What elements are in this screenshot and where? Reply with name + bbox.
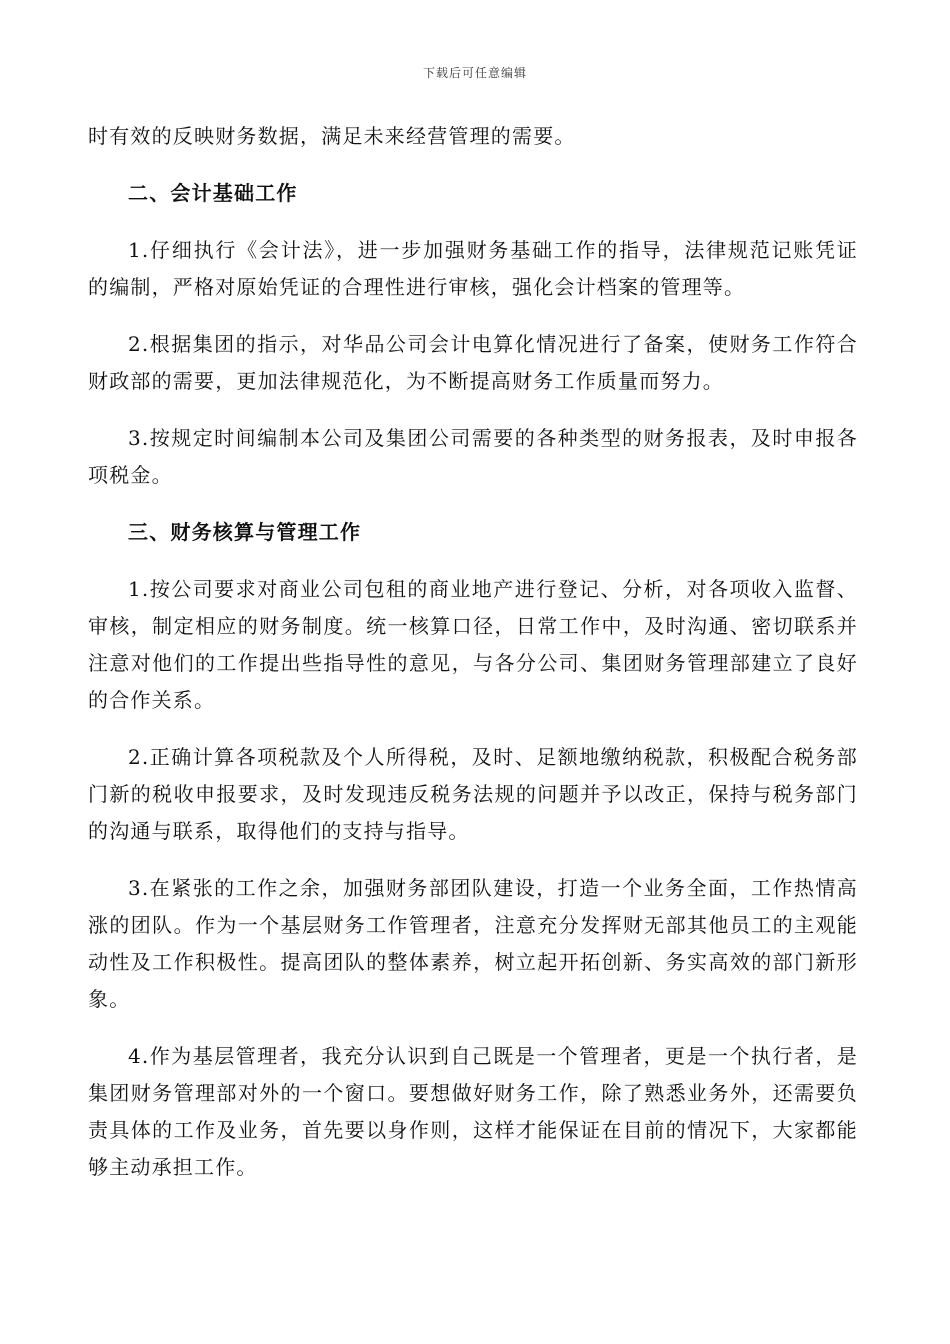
paragraph-accounting-law: 1.仔细执行《会计法》，进一步加强财务基础工作的指导，法律规范记账凭证的编制，严格对原始凭证的合理性进行审核，强化会计档案的管理等。 (88, 238, 858, 299)
paragraph-reports: 3.按规定时间编制本公司及集团公司需要的各种类型的财务报表，及时申报各项税金。 (88, 426, 858, 487)
paragraph-manager-role: 4.作为基层管理者，我充分认识到自己既是一个管理者，更是一个执行者，是集团财务管理部对外的一个窗口。要想做好财务工作，除了熟悉业务外，还需要负责具体的工作及业务，首先要以身作则，这样才能保证在目前的情况下，大家都能够主动承担工作。 (88, 1044, 858, 1179)
document-body (88, 118, 858, 1206)
paragraph-team-building: 3.在紧张的工作之余，加强财务部团队建设，打造一个业务全面，工作热情高涨的团队。作为一个基层财务工作管理者，注意充分发挥财无部其他员工的主观能动性及工作积极性。提高团队的整体素养，树立起开拓创新、务实高效的部门新形象。 (88, 876, 858, 1011)
paragraph-computerization: 2.根据集团的指示，对华品公司会计电算化情况进行了备案，使财务工作符合财政部的需要，更加法律规范化，为不断提高财务工作质量而努力。 (88, 332, 858, 393)
paragraph-taxes: 2.正确计算各项税款及个人所得税，及时、足额地缴纳税款，积极配合税务部门新的税收申报要求，及时发现违反税务法规的问题并予以改正，保持与税务部门的沟通与联系，取得他们的支持与指导。 (88, 745, 858, 843)
paragraph-commercial-property: 1.按公司要求对商业公司包租的商业地产进行登记、分析，对各项收入监督、审核，制定相应的财务制度。统一核算口径，日常工作中，及时沟通、密切联系并注意对他们的工作提出些指导性的意见，与各分公司、集团财务管理部建立了良好的合作关系。 (88, 577, 858, 712)
paragraph-continuation: 时有效的反映财务数据，满足未来经营管理的需要。 (88, 124, 576, 148)
page-header: 下载后可任意编辑 (422, 66, 527, 80)
section-heading-accounting-basics: 二、会计基础工作 (128, 181, 298, 205)
section-heading-financial-management: 三、财务核算与管理工作 (128, 520, 362, 544)
